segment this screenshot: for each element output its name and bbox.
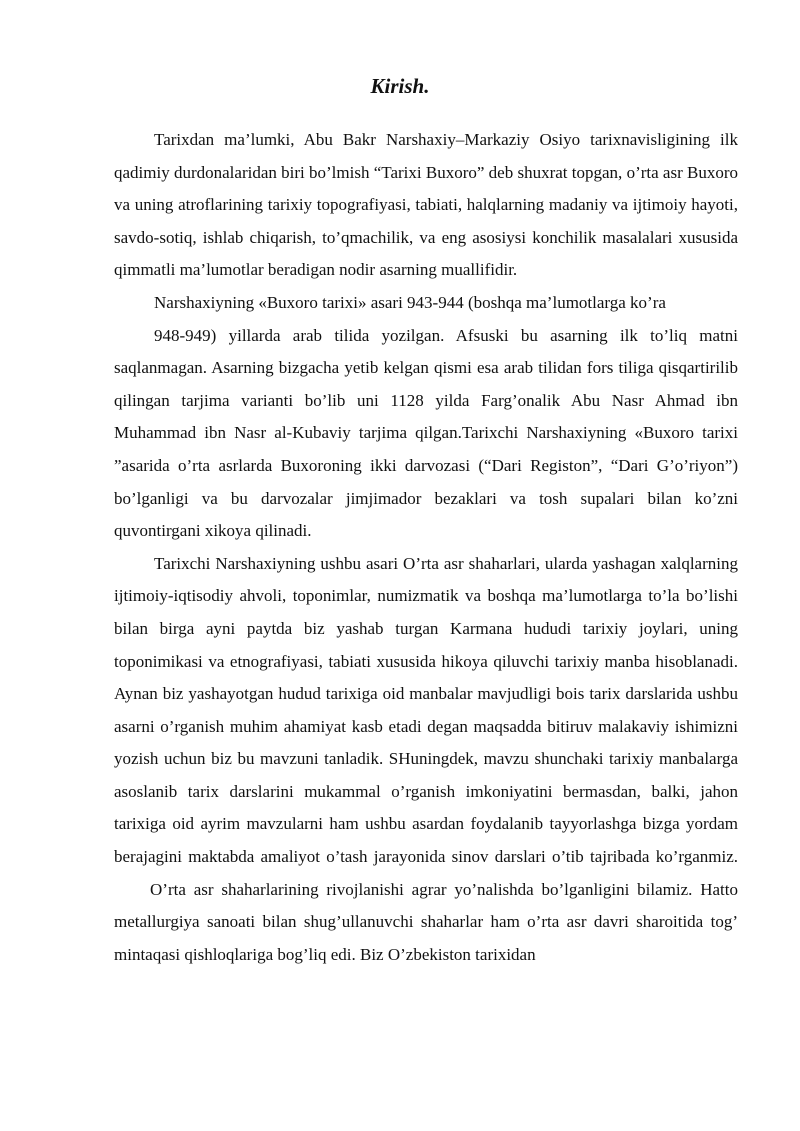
paragraph-text: Tarixchi Narshaxiyning ushbu asari O’rta asr shaharlari, ularda yashagan xalqlarning ijtimoiy-iqtisodiy ahvoli, toponimlar, numizmatik va boshqa ma’lumotlarga to’la bo’lishi bilan birga ayni paytda biz yashab turgan Karmana hududi tarixiy joylari, uning toponimikasi va etnografiyasi, tabiati xususida hikoya qiluvchi tarixiy manba hisoblanadi. Aynan biz yashayotgan hudud tarixiga oid manbalar mavjudligi bois tarix darslarida ushbu asarni o’rganish muhim ahamiyat kasb etadi degan maqsadda bitiruv malakaviy ishimizni yozish uchun biz bu mavzuni tanladik. SHuningdek, mavzu shunchaki tarixiy manbalarga asoslanib tarix darslarini mukammal o’rganish imkoniyatini bermasdan, balki, jahon tarixiga oid ayrim mavzularni ham ushbu asardan foydalanib tayyorlashga bizga yordam berajagini maktabda amaliyot o’tash jarayonida sinov darslari o’tib tajribada ko’rganmiz.	[114, 553, 738, 867]
paragraph	[114, 548, 738, 972]
paragraph-text: O’rta asr shaharlarining rivojlanishi agrar yo’nalishda bo’lganligini bilamiz. Hatto metallurgiya sanoati bilan shug’ullanuvchi shaharlar ham o’rta asr davri sharoitida tog’ mintaqasi qishloqlariga bog’liq edi. Biz O’zbekiston tarixidan	[114, 879, 738, 964]
page-title: Kirish.	[370, 74, 430, 98]
paragraph: Narshaxiyning «Buxoro tarixi» asari 943-944 (boshqa ma’lumotlarga ko’ra	[154, 292, 666, 312]
body-text	[114, 124, 738, 971]
paragraph: Tarixdan ma’lumki, Abu Bakr Narshaxiy–Markaziy Osiyo tarixnavisligining ilk qadimiy durdonalaridan biri bo’lmish “Tarixi Buxoro” deb shuxrat topgan, o’rta asr Buxoro va uning atroflarining tarixiy topografiyasi, tabiati, halqlarning madaniy va ijtimoiy hayoti, savdo-sotiq, ishlab chiqarish, to’qmachilik, va eng asosiysi konchilik masalalari xususida qimmatli ma’lumotlar beradigan nodir asarning muallifidir.	[114, 130, 738, 280]
paragraph: 948-949) yillarda arab tilida yozilgan. Afsuski bu asarning ilk to’liq matni saqlanmagan. Asarning bizgacha yetib kelgan qismi esa arab tilidan fors tiliga qisqartirilib qilingan tarjima varianti bo’lib uni 1128 yilda Farg’onalik Abu Nasr Ahmad ibn Muhammad ibn Nasr al-Kubaviy tarjima qilgan.Tarixchi Narshaxiyning «Buxoro tarixi ”asarida o’rta asrlarda Buxoroning ikki darvozasi (“Dari Registon”, “Dari G’o’riyon”) bo’lganligi va bu darvozalar jimjimador bezaklari va tosh supalari bilan ko’zni quvontirgani xikoya qilinadi.	[114, 325, 738, 541]
